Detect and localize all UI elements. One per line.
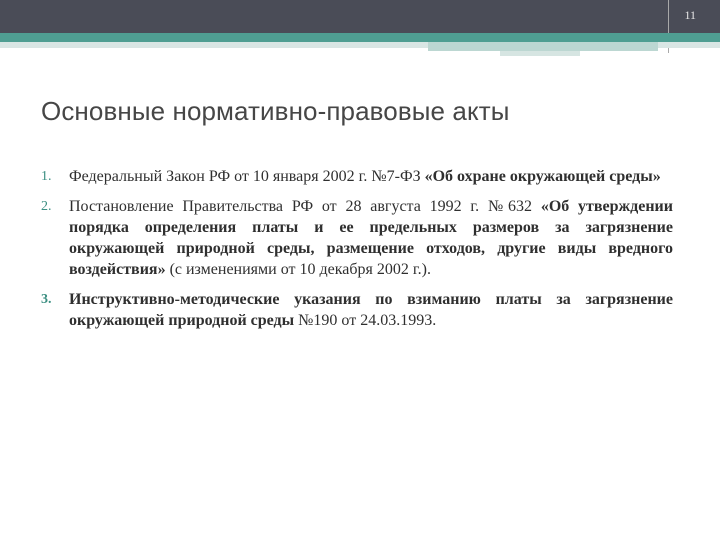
list-marker: 1.: [41, 169, 52, 184]
header-stripe: [0, 33, 720, 42]
list-marker: 3.: [41, 292, 52, 307]
list-item: [41, 166, 673, 187]
list-item-text: Федеральный Закон РФ от 10 января 2002 г. №7-ФЗ: [69, 168, 425, 185]
page-number: 11: [684, 8, 696, 22]
slide-title: Основные нормативно-правовые акты: [41, 96, 510, 126]
header-bar: [0, 0, 720, 33]
header-stripe-accent: [428, 42, 658, 51]
list-item-bold-text: «Об охране окружающей среды»: [424, 168, 661, 185]
legal-acts-list: [41, 166, 673, 340]
list-item-bold-text: Инструктивно-методические указания по взиманию платы за загрязнение окружающей природной среды: [69, 291, 673, 329]
list-item-tail-text: №190 от 24.03.1993.: [294, 312, 437, 329]
list-item: [41, 196, 673, 280]
list-marker: 2.: [41, 199, 52, 214]
list-item-tail-text: (с изменениями от 10 декабря 2002 г.).: [165, 261, 431, 278]
list-item-text: Постановление Правительства РФ от 28 августа 1992 г. №632: [69, 198, 541, 215]
list-item-bold-text: «Об утверждении порядка определения платы и ее предельных размеров за загрязнение окружающей природной среды, размещение отходов, другие виды вредного воздействия»: [69, 198, 673, 278]
header-stripe-accent-small: [500, 51, 580, 56]
list-item: [41, 289, 673, 331]
